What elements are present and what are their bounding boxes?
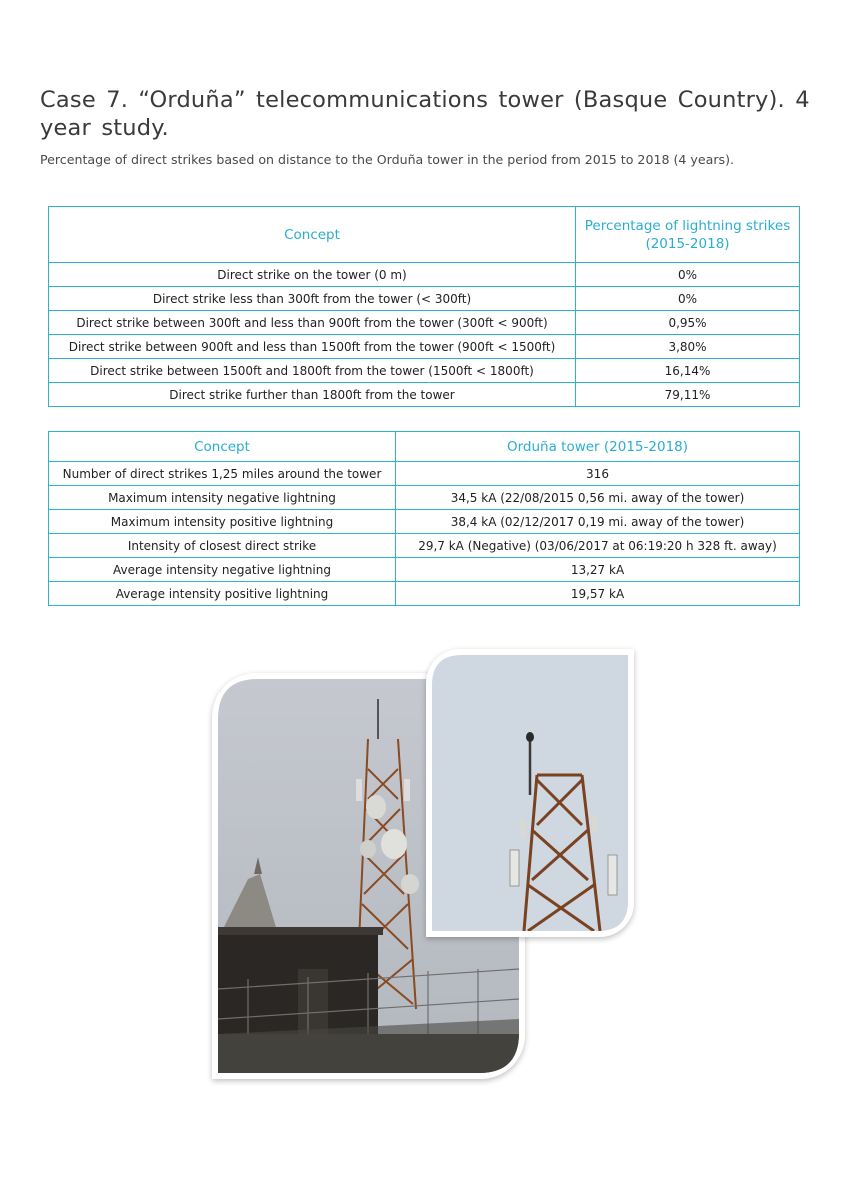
cell-value: 3,80% bbox=[576, 335, 800, 359]
cell-concept: Direct strike between 1500ft and 1800ft from the tower (1500ft < 1800ft) bbox=[49, 359, 576, 383]
cell-concept: Number of direct strikes 1,25 miles around the tower bbox=[49, 462, 396, 486]
tower-photo-closeup bbox=[426, 649, 634, 937]
cell-value: 0% bbox=[576, 263, 800, 287]
cell-concept: Direct strike on the tower (0 m) bbox=[49, 263, 576, 287]
tower-photo-closeup-image bbox=[432, 655, 628, 931]
tower-statistics-table bbox=[48, 431, 800, 606]
column-header-concept: Concept bbox=[49, 207, 576, 263]
cell-concept: Direct strike further than 1800ft from the tower bbox=[49, 383, 576, 407]
table-row bbox=[49, 359, 800, 383]
cell-concept: Maximum intensity negative lightning bbox=[49, 486, 396, 510]
table-row bbox=[49, 383, 800, 407]
table-row bbox=[49, 311, 800, 335]
cell-value: 316 bbox=[396, 462, 800, 486]
column-header-orduna-tower: Orduña tower (2015-2018) bbox=[396, 432, 800, 462]
cell-concept: Direct strike between 900ft and less than 1500ft from the tower (900ft < 1500ft) bbox=[49, 335, 576, 359]
cell-concept: Maximum intensity positive lightning bbox=[49, 510, 396, 534]
cell-value: 0,95% bbox=[576, 311, 800, 335]
cell-concept: Intensity of closest direct strike bbox=[49, 534, 396, 558]
cell-concept: Average intensity negative lightning bbox=[49, 558, 396, 582]
table-row bbox=[49, 263, 800, 287]
table-row bbox=[49, 462, 800, 486]
cell-value: 19,57 kA bbox=[396, 582, 800, 606]
cell-value: 0% bbox=[576, 287, 800, 311]
table-row bbox=[49, 558, 800, 582]
cell-value: 13,27 kA bbox=[396, 558, 800, 582]
cell-concept: Direct strike less than 300ft from the tower (< 300ft) bbox=[49, 287, 576, 311]
page-subtitle: Percentage of direct strikes based on distance to the Orduña tower in the period from 2015 to 2018 (4 years). bbox=[40, 152, 734, 167]
table-row bbox=[49, 335, 800, 359]
page-title: Case 7. “Orduña” telecommunications tower (Basque Country). 4 year study. bbox=[40, 87, 810, 141]
column-header-percentage bbox=[576, 207, 800, 263]
table-row bbox=[49, 287, 800, 311]
table-header-row bbox=[49, 207, 800, 263]
table-row bbox=[49, 510, 800, 534]
table-row bbox=[49, 534, 800, 558]
cell-value: 79,11% bbox=[576, 383, 800, 407]
cell-concept: Direct strike between 300ft and less than 900ft from the tower (300ft < 900ft) bbox=[49, 311, 576, 335]
table-row bbox=[49, 582, 800, 606]
column-header-concept: Concept bbox=[49, 432, 396, 462]
column-header-percentage-line2: (2015-2018) bbox=[645, 235, 730, 252]
table-header-row bbox=[49, 432, 800, 462]
cell-value: 34,5 kA (22/08/2015 0,56 mi. away of the tower) bbox=[396, 486, 800, 510]
table-row bbox=[49, 486, 800, 510]
cell-value: 38,4 kA (02/12/2017 0,19 mi. away of the tower) bbox=[396, 510, 800, 534]
cell-concept: Average intensity positive lightning bbox=[49, 582, 396, 606]
cell-value: 29,7 kA (Negative) (03/06/2017 at 06:19:20 h 328 ft. away) bbox=[396, 534, 800, 558]
column-header-percentage-line1: Percentage of lightning strikes bbox=[584, 217, 791, 234]
cell-value: 16,14% bbox=[576, 359, 800, 383]
strike-percentage-table bbox=[48, 206, 800, 407]
